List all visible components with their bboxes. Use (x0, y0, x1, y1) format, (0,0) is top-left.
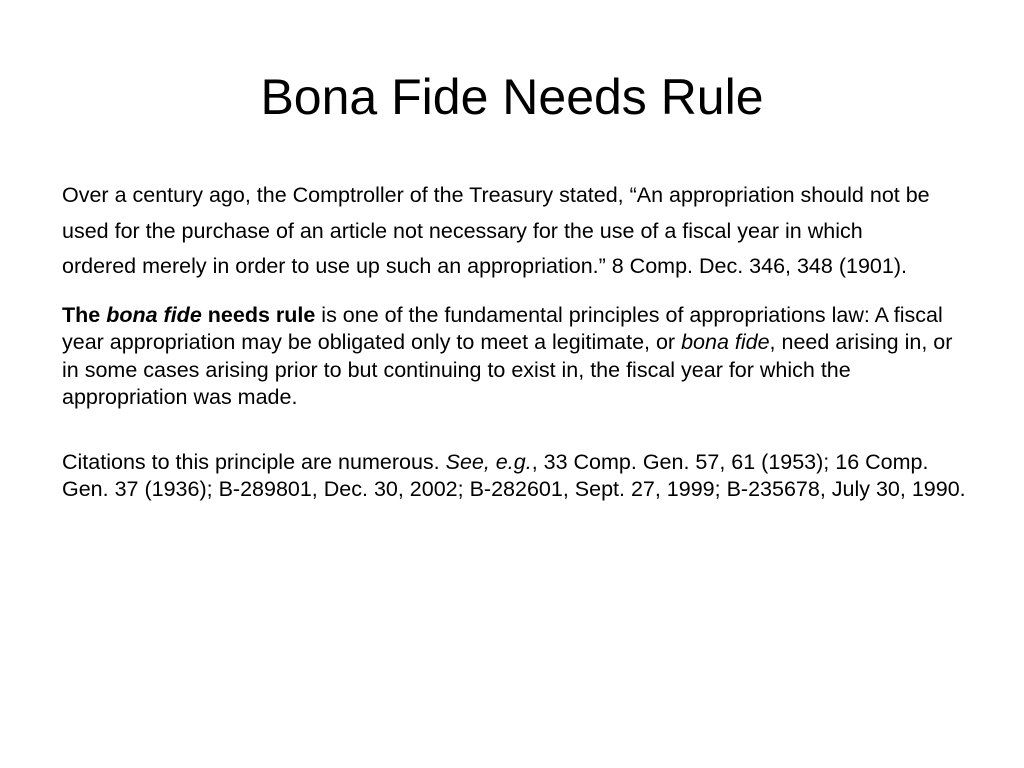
citations-text-1: Citations to this principle are numerous. (62, 449, 446, 474)
rule-term-italic: bona fide (681, 330, 770, 354)
rule-lead-term: bona fide (106, 302, 202, 327)
rule-lead-the: The (62, 302, 101, 327)
citations-text-2: , 33 Comp. Gen. 57, 61 (1953); 16 Comp. Gen. 37 (1936); B-289801, Dec. 30, 2002; B-282601, Sept. 27, 1999; B-235678, July 30, 1990. (62, 449, 966, 501)
rule-lead-rule: needs rule (207, 302, 316, 327)
citations-see-eg: See, e.g. (445, 449, 532, 474)
rule-text-2: , need arising in, or in some cases arising prior to but continuing to exist in, the fiscal year for which the appropriation was made. (62, 330, 953, 409)
citations-paragraph (62, 449, 972, 504)
slide-body (62, 178, 972, 504)
rule-paragraph (62, 302, 972, 412)
rule-text-1: is one of the fundamental principles of appropriations law: A fiscal year appropriation may be obligated only to meet a legitimate, or (62, 302, 943, 354)
slide-title: Bona Fide Needs Rule (260, 69, 764, 125)
quote-paragraph: Over a century ago, the Comptroller of the Treasury stated, “An appropriation should not be used for the purchase of an article not necessary for the use of a fiscal year in which ordered merely in order to use up such an appropriation.” 8 Comp. Dec. 346, 348 (1901). (62, 183, 930, 278)
